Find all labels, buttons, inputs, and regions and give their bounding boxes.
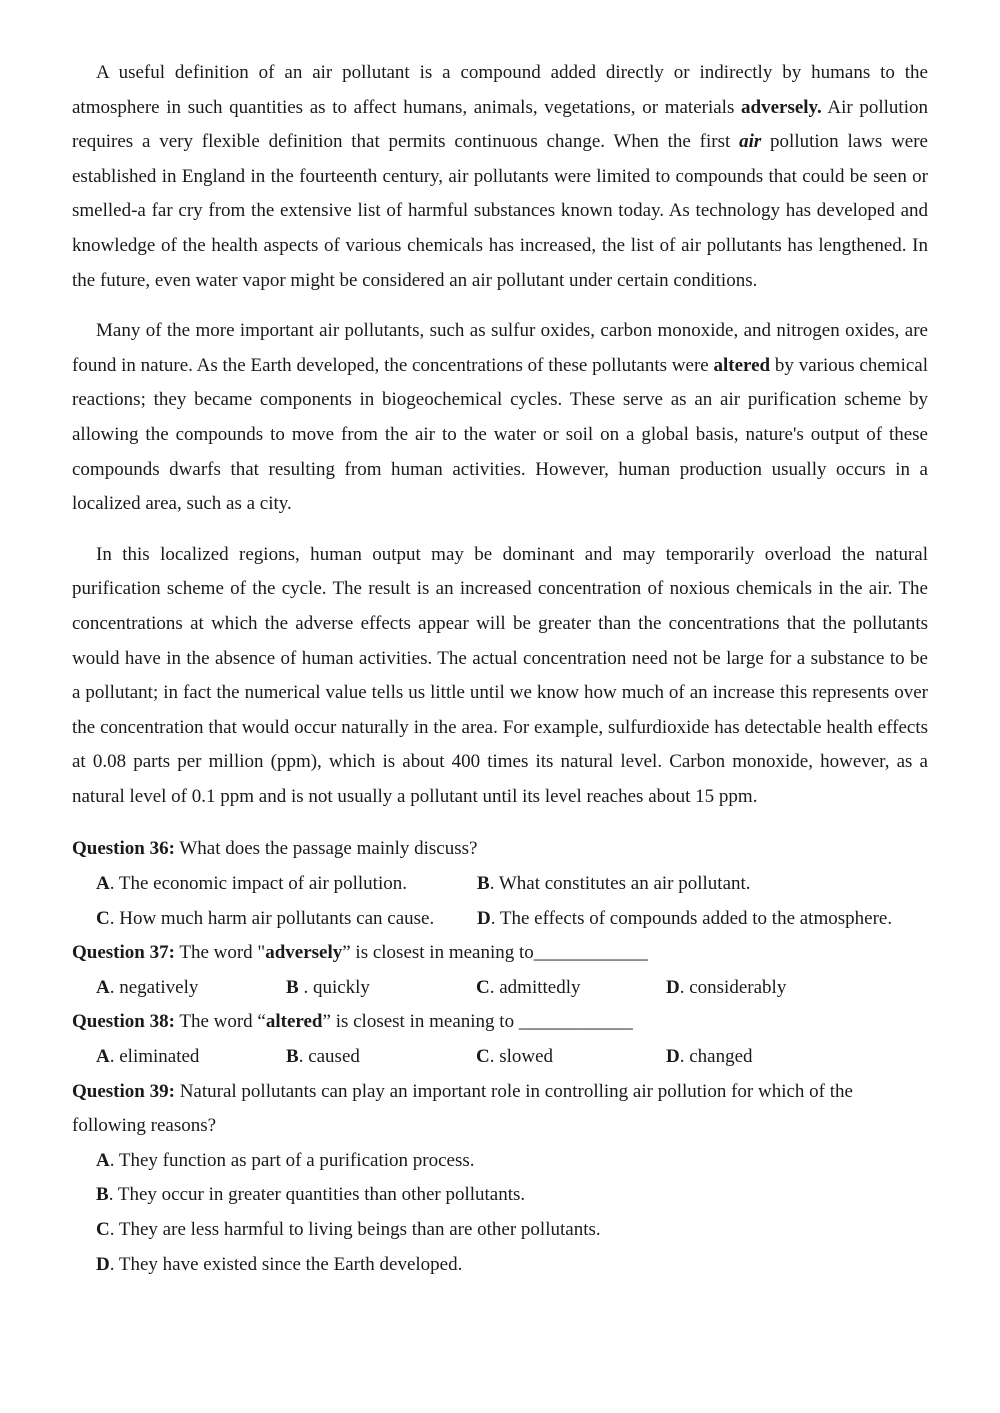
- question-text: What does the passage mainly discuss?: [174, 838, 478, 860]
- question-39: [72, 1075, 928, 1283]
- question-stem: Question 38: The word “altered” is closest in meaning to ____________: [72, 1011, 633, 1033]
- passage-paragraph-2: [72, 314, 928, 522]
- options-column: [72, 1144, 928, 1282]
- answer-blank: ” is closest in meaning to ____________: [322, 1011, 633, 1033]
- target-word: adversely: [265, 942, 343, 964]
- answer-blank: ” is closest in meaning to____________: [342, 942, 648, 964]
- highlighted-word-air: air: [739, 131, 762, 153]
- option-a[interactable]: A. negatively: [96, 976, 199, 998]
- option-d[interactable]: D. They have existed since the Earth developed.: [96, 1253, 463, 1275]
- options-row: [72, 867, 928, 902]
- options-row: [72, 971, 928, 1006]
- question-stem: [72, 832, 928, 867]
- highlighted-word-adversely: adversely.: [741, 96, 822, 118]
- paragraph-text: by various chemical reactions; they became components in biogeochemical cycles. These serve as an air purification scheme by allowing the compounds to move from the air to the water or soil on a global basis, nature's output of these compounds dwarfs that resulting from human activities. However, human production usually occurs in a localized area, such as a city.: [72, 354, 928, 515]
- paragraph-text: Air pollution requires a very flexible definition that permits continuous change. When the first: [72, 96, 928, 153]
- option-d[interactable]: D. considerably: [666, 976, 787, 998]
- option-d[interactable]: D. changed: [666, 1046, 753, 1068]
- option-a[interactable]: A. They function as part of a purification process.: [96, 1149, 475, 1171]
- option-a[interactable]: A. The economic impact of air pollution.: [96, 873, 407, 895]
- paragraph-text: Many of the more important air pollutants, such as sulfur oxides, carbon monoxide, and nitrogen oxides, are found in nature. As the Earth developed, the concentrations of these pollutants were: [72, 320, 928, 376]
- paragraph-text: A useful definition of an air pollutant is a compound added directly or indirectly by humans to the atmosphere in such quantities as to affect humans, animals, vegetations, or materials: [72, 62, 928, 118]
- passage-paragraph-1: [72, 56, 928, 298]
- option-b[interactable]: B. They occur in greater quantities than other pollutants.: [96, 1184, 526, 1206]
- question-stem: [72, 1075, 928, 1144]
- question-text: Natural pollutants can play an important role in controlling air pollution for which of the following reasons?: [72, 1080, 853, 1137]
- passage-paragraph-3: In this localized regions, human output may be dominant and may temporarily overload the natural purification scheme of the cycle. The result is an increased concentration of noxious chemicals in the air. The concentrations at which the adverse effects appear will be greater than the concentrations that the pollutants would have in the absence of human activities. The actual concentration need not be large for a substance to be a pollutant; in fact the numerical value tells us little until we know how much of an increase this represents over the concentration that would occur naturally in the area. For example, sulfurdioxide has detectable health effects at 0.08 parts per million (ppm), which is about 400 times its natural level. Carbon monoxide, however, as a natural level of 0.1 ppm and is not usually a pollutant until its level reaches about 15 ppm.: [72, 543, 928, 807]
- question-list: [72, 832, 928, 1282]
- question-label: Question 38:: [72, 1011, 175, 1033]
- option-b[interactable]: B . quickly: [286, 976, 370, 998]
- option-c[interactable]: C. How much harm air pollutants can cause.: [96, 907, 435, 929]
- options-row: [72, 1040, 928, 1075]
- option-c[interactable]: C. They are less harmful to living beings than are other pollutants.: [96, 1219, 601, 1240]
- option-b[interactable]: B. What constitutes an air pollutant.: [477, 873, 751, 895]
- question-36: [72, 832, 928, 936]
- option-d[interactable]: D. The effects of compounds added to the atmosphere.: [477, 907, 893, 929]
- question-38: [72, 1005, 928, 1074]
- question-37: [72, 936, 928, 1005]
- option-b[interactable]: B. caused: [286, 1046, 360, 1068]
- option-c[interactable]: C. slowed: [476, 1046, 554, 1068]
- options-row: [72, 902, 928, 937]
- question-label: Question 36:: [72, 838, 175, 860]
- question-label: Question 37:: [72, 942, 175, 964]
- highlighted-word-altered: altered: [713, 354, 771, 376]
- question-stem: Question 37: The word "adversely” is closest in meaning to____________: [72, 942, 648, 964]
- option-a[interactable]: A. eliminated: [96, 1046, 200, 1068]
- target-word: altered: [265, 1011, 323, 1033]
- paragraph-text: pollution laws were established in England in the fourteenth century, air pollutants were limited to compounds that could be seen or smelled-a far cry from the extensive list of harmful substances known today. As technology has developed and knowledge of the health aspects of various chemicals has increased, the list of air pollutants has lengthened. In the future, even water vapor might be considered an air pollutant under certain conditions.: [72, 131, 928, 291]
- option-c[interactable]: C. admittedly: [476, 976, 581, 998]
- question-label: Question 39:: [72, 1080, 175, 1102]
